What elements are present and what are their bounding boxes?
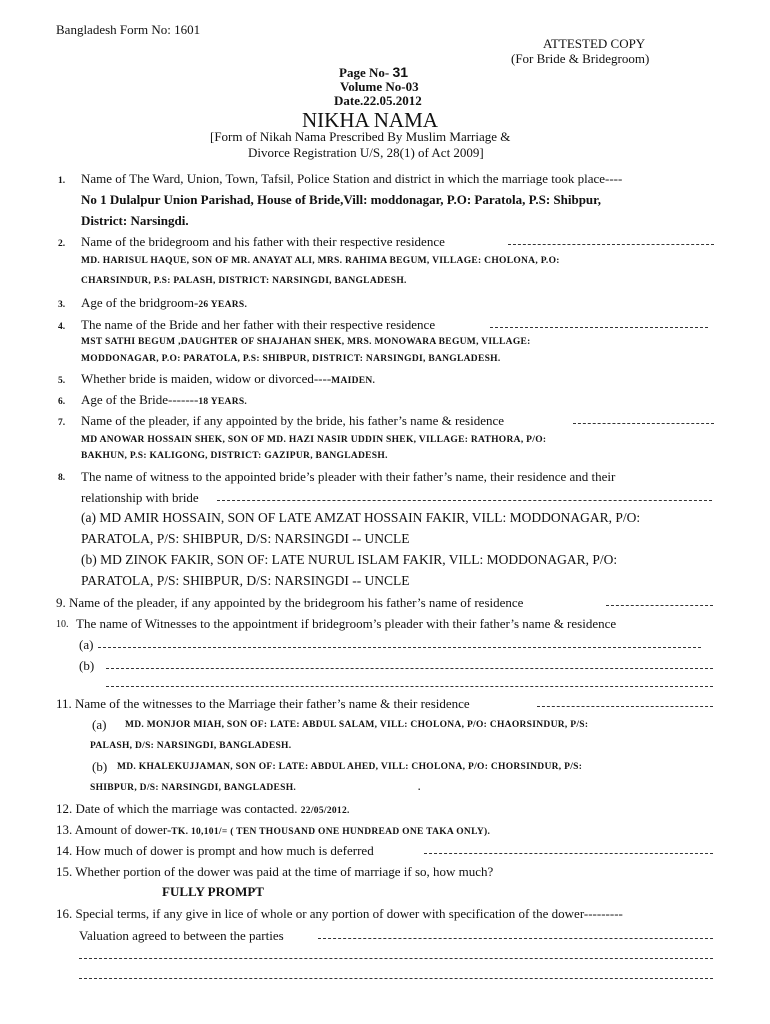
- item-8-witness-b-line-2: PARATOLA, P/S: SHIBPUR, D/S: NARSINGDI -- UNCLE: [81, 573, 410, 588]
- item-11-a-label: (a): [92, 717, 107, 732]
- item-16-fill-line-3: [79, 978, 713, 979]
- item-2-answer-line-2: CHARSINDUR, P.S: PALASH, DISTRICT: NARSINGDI, BANGLADESH.: [81, 276, 407, 286]
- item-7-number: 7.: [58, 418, 66, 428]
- item-1-question: Name of The Ward, Union, Town, Tafsil, Police Station and district in which the marriage took place----: [81, 171, 623, 186]
- item-7-answer-line-1: MD ANOWAR HOSSAIN SHEK, SON OF MD. HAZI NASIR UDDIN SHEK, VILLAGE: RATHORA, P/O:: [81, 435, 547, 445]
- item-4-number: 4.: [58, 322, 66, 332]
- item-16-question-line-2: Valuation agreed to between the parties: [79, 928, 284, 943]
- for-bride-label: (For Bride & Bridegroom): [511, 51, 650, 66]
- item-7-fill-line: [573, 423, 714, 424]
- item-10-b-fill-line-2: [106, 686, 713, 687]
- item-4-answer-line-1: MST SATHI BEGUM ,DAUGHTER OF SHAJAHAN SHEK, MRS. MONOWARA BEGUM, VILLAGE:: [81, 337, 531, 347]
- form-number: Bangladesh Form No: 1601: [56, 22, 201, 37]
- item-10-number: 10.: [56, 619, 69, 630]
- item-16-fill-line-2: [79, 958, 713, 959]
- item-5-number: 5.: [58, 376, 66, 386]
- item-12-question: [56, 801, 350, 817]
- attested-copy-label: ATTESTED COPY: [543, 36, 646, 51]
- item-8-fill-line: [217, 500, 712, 501]
- item-6-answer: 18 YEARS.: [198, 397, 248, 407]
- item-11-b-label: (b): [92, 759, 108, 774]
- item-8-witness-a-line-2: PARATOLA, P/S: SHIBPUR, D/S: NARSINGDI -- UNCLE: [81, 531, 410, 546]
- item-13-answer: TK. 10,101/= ( TEN THOUSAND ONE HUNDREAD ONE TAKA ONLY).: [171, 827, 491, 837]
- item-11-witness-b-line-1: MD. KHALEKUJJAMAN, SON OF: LATE: ABDUL AHED, VILL: CHOLONA, P/O: CHORSINDUR, P/S:: [117, 762, 583, 772]
- item-15-answer: FULLY PROMPT: [162, 884, 264, 899]
- item-13-label: 13. Amount of dower-: [56, 822, 172, 837]
- item-4-answer-line-2: MODDONAGAR, P.O: PARATOLA, P.S: SHIBPUR, DISTRICT: NARSINGDI, BANGLADESH.: [81, 354, 501, 364]
- document-date: Date.22.05.2012: [334, 93, 422, 108]
- item-10-b-label: (b): [79, 658, 95, 673]
- item-10-a-fill-line: [98, 647, 701, 648]
- item-10-question: The name of Witnesses to the appointment if bridegroom’s pleader with their father’s name & residence: [76, 616, 617, 631]
- item-2-answer-line-1: MD. HARISUL HAQUE, SON OF MR. ANAYAT ALI, MRS. RAHIMA BEGUM, VILLAGE: CHOLONA, P.O:: [81, 256, 560, 266]
- page-label: Page No-: [339, 65, 390, 80]
- item-11-witness-a-line-1: MD. MONJOR MIAH, SON OF: LATE: ABDUL SALAM, VILL: CHOLONA, P/O: CHAORSINDUR, P/S:: [125, 720, 589, 730]
- item-2-number: 2.: [58, 239, 66, 249]
- item-11-fill-line: [537, 706, 713, 707]
- item-9-fill-line: [606, 605, 713, 606]
- item-3-answer: 26 YEARS.: [198, 300, 248, 310]
- item-5-answer: MAIDEN.: [331, 376, 376, 386]
- item-1-answer-line-2: District: Narsingdi.: [81, 213, 189, 228]
- item-6-number: 6.: [58, 397, 66, 407]
- item-8-witness-b-line-1: (b) MD ZINOK FAKIR, SON OF: LATE NURUL ISLAM FAKIR, VILL: MODDONAGAR, P/O:: [81, 552, 618, 567]
- item-11-witness-b-line-2: SHIBPUR, D/S: NARSINGDI, BANGLADESH.: [90, 783, 297, 793]
- item-3-label: Age of the bridgroom-: [81, 295, 199, 310]
- item-12-label: 12. Date of which the marriage was contacted.: [56, 801, 298, 816]
- item-6-question: [81, 392, 247, 408]
- item-8-number: 8.: [58, 473, 66, 483]
- subtitle-line-2: Divorce Registration U/S, 28(1) of Act 2009]: [248, 145, 484, 160]
- item-6-label: Age of the Bride-------: [81, 392, 199, 407]
- item-11-question: 11. Name of the witnesses to the Marriage their father’s name & their residence: [56, 696, 470, 711]
- item-2-fill-line: [508, 244, 714, 245]
- item-14-fill-line: [424, 853, 713, 854]
- item-8-witness-a-line-1: (a) MD AMIR HOSSAIN, SON OF LATE AMZAT HOSSAIN FAKIR, VILL: MODDONAGAR, P/O:: [81, 510, 641, 525]
- subtitle-line-1: [Form of Nikah Nama Prescribed By Muslim Marriage &: [210, 129, 511, 144]
- item-14-question: 14. How much of dower is prompt and how much is deferred: [56, 843, 374, 858]
- item-7-question: Name of the pleader, if any appointed by the bride, his father’s name & residence: [81, 413, 505, 428]
- item-8-question-line-2: relationship with bride: [81, 490, 199, 505]
- item-15-question: 15. Whether portion of the dower was paid at the time of marriage if so, how much?: [56, 864, 494, 879]
- item-3-question: [81, 295, 247, 311]
- item-11-trailing-dot: .: [418, 783, 421, 793]
- item-5-question: [81, 371, 375, 387]
- item-1-answer-line-1: No 1 Dulalpur Union Parishad, House of Bride,Vill: moddonagar, P.O: Paratola, P.S: Shibpur,: [81, 192, 601, 207]
- item-16-question-line-1: 16. Special terms, if any give in lice of whole or any portion of dower with specification of the dower---------: [56, 906, 623, 921]
- item-13-question: [56, 822, 490, 838]
- item-7-answer-line-2: BAKHUN, P.S: KALIGONG, DISTRICT: GAZIPUR, BANGLADESH.: [81, 451, 388, 461]
- item-4-question: The name of the Bride and her father with their respective residence: [81, 317, 436, 332]
- page-value: 31: [392, 64, 409, 80]
- item-3-number: 3.: [58, 300, 66, 310]
- volume-number: Volume No-03: [340, 79, 419, 94]
- item-8-question-line-1: The name of witness to the appointed bride’s pleader with their father’s name, their residence and their: [81, 469, 616, 484]
- item-16-fill-line: [318, 938, 713, 939]
- document-title: NIKHA NAMA: [302, 108, 438, 132]
- item-5-label: Whether bride is maiden, widow or divorced----: [81, 371, 332, 386]
- item-10-b-fill-line: [106, 668, 713, 669]
- item-9-question: 9. Name of the pleader, if any appointed by the bridegroom his father’s name of residence: [56, 595, 524, 610]
- item-11-witness-a-line-2: PALASH, D/S: NARSINGDI, BANGLADESH.: [90, 741, 292, 751]
- item-10-a-label: (a): [79, 637, 94, 652]
- item-12-answer: 22/05/2012.: [300, 806, 350, 816]
- item-2-question: Name of the bridegroom and his father with their respective residence: [81, 234, 445, 249]
- item-4-fill-line: [490, 327, 708, 328]
- item-1-number: 1.: [58, 176, 66, 186]
